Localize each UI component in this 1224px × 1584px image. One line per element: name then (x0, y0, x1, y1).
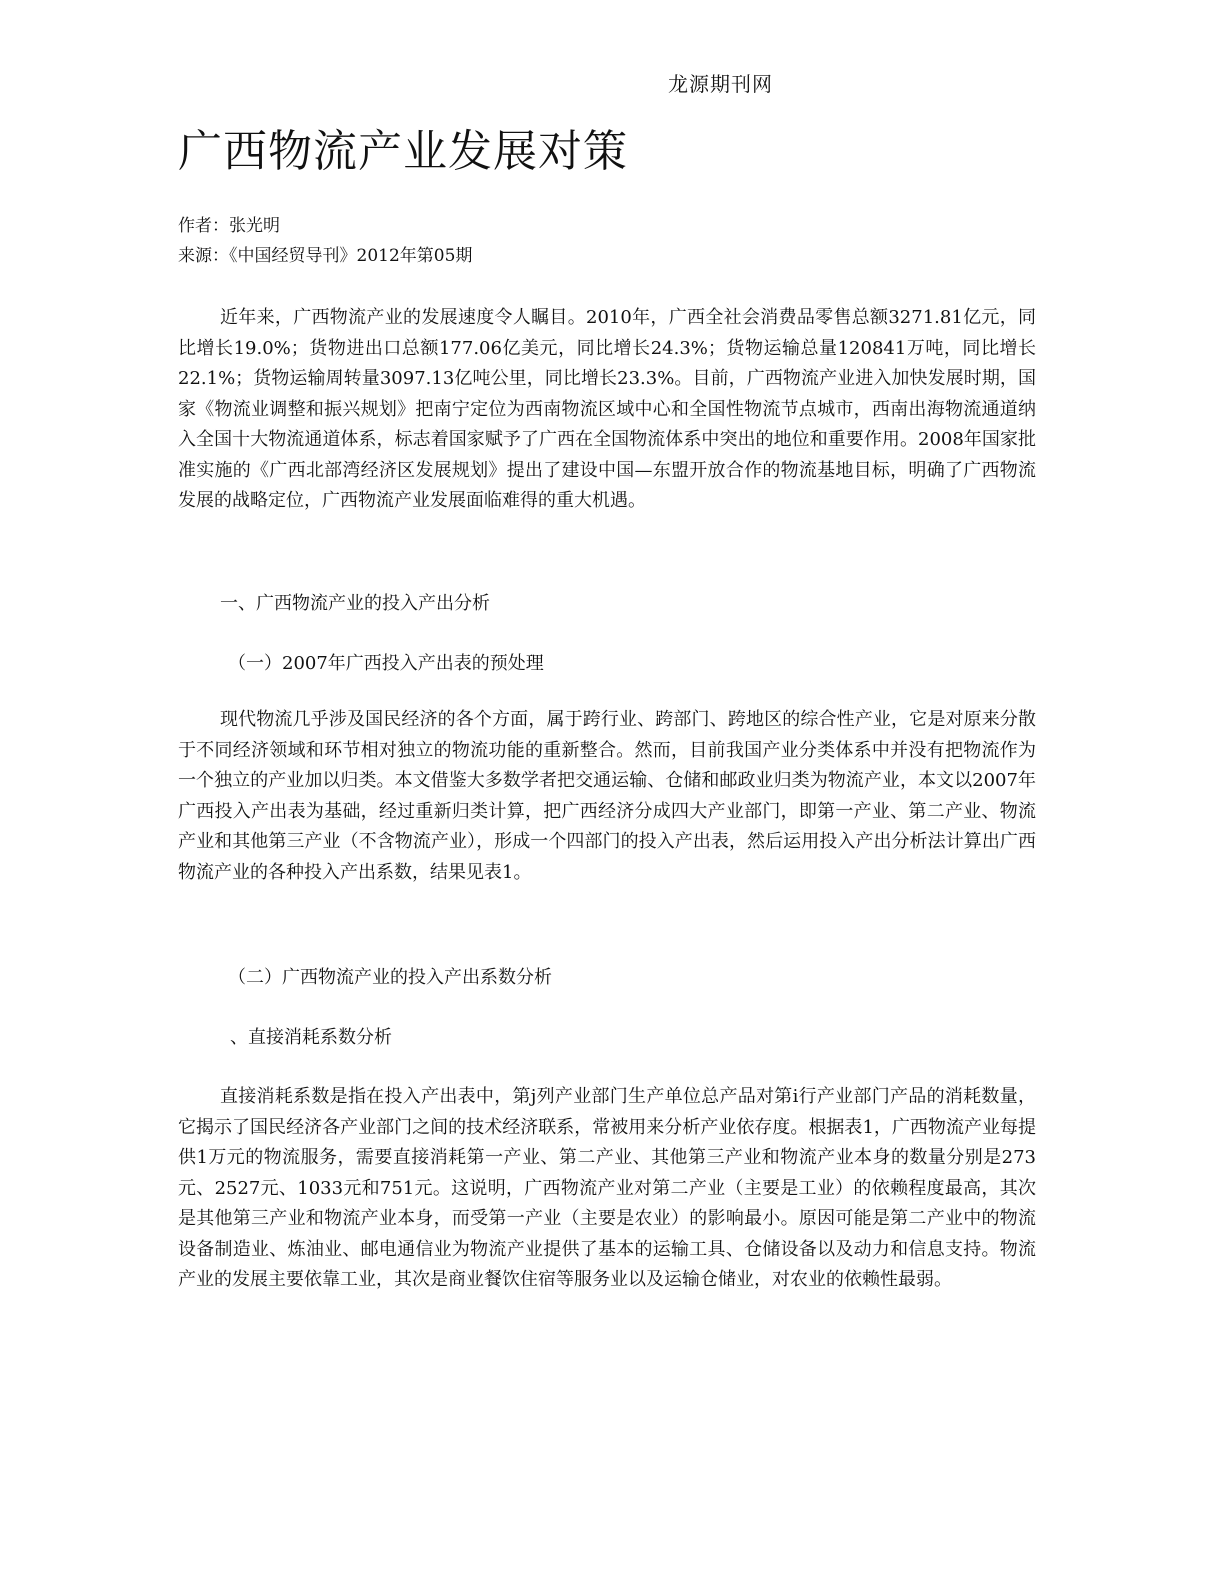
paragraph-preprocessing: 现代物流几乎涉及国民经济的各个方面，属于跨行业、跨部门、跨地区的综合性产业，它是对原来分散于不同经济领域和环节相对独立的物流功能的重新整合。然而，目前我国产业分类体系中并没有把物流作为一个独立的产业加以归类。本文借鉴大多数学者把交通运输、仓储和邮政业归类为物流产业，本文以2007年广西投入产出表为基础，经过重新归类计算，把广西经济分成四大产业部门，即第一产业、第二产业、物流产业和其他第三产业（不含物流产业），形成一个四部门的投入产出表，然后运用投入产出分析法计算出广西物流产业的各种投入产出系数，结果见表1。 (178, 709, 1036, 883)
subsection-heading-2: （二）广西物流产业的投入产出系数分析 (228, 967, 552, 988)
paragraph-intro: 近年来，广西物流产业的发展速度令人瞩目。2010年，广西全社会消费品零售总额3271.81亿元，同比增长19.0%；货物进出口总额177.06亿美元，同比增长24.3%；货物运输总量120841万吨，同比增长22.1%；货物运输周转量3097.13亿吨公里，同比增长23.3%。目前，广西物流产业进入加快发展时期，国家《物流业调整和振兴规划》把南宁定位为西南物流区域中心和全国性物流节点城市，西南出海物流通道纳入全国十大物流通道体系，标志着国家赋予了广西在全国物流体系中突出的地位和重要作用。2008年国家批准实施的《广西北部湾经济区发展规划》提出了建设中国—东盟开放合作的物流基地目标，明确了广西物流发展的战略定位，广西物流产业发展面临难得的重大机遇。 (178, 307, 1036, 511)
author-line: 作者：张光明 (178, 216, 280, 236)
paragraph-direct-consumption: 直接消耗系数是指在投入产出表中，第j列产业部门生产单位总产品对第i行产业部门产品的消耗数量，它揭示了国民经济各产业部门之间的技术经济联系，常被用来分析产业依存度。根据表1，广西物流产业每提供1万元的物流服务，需要直接消耗第一产业、第二产业、其他第三产业和物流产业本身的数量分别是273元、2527元、1033元和751元。这说明，广西物流产业对第二产业（主要是工业）的依赖程度最高，其次是其他第三产业和物流产业本身，而受第一产业（主要是农业）的影响最小。原因可能是第二产业中的物流设备制造业、炼油业、邮电通信业为物流产业提供了基本的运输工具、仓储设备以及动力和信息支持。物流产业的发展主要依靠工业，其次是商业餐饮住宿等服务业以及运输仓储业，对农业的依赖性最弱。 (178, 1086, 1036, 1290)
site-name-header: 龙源期刊网 (668, 72, 773, 96)
subsubsection-heading: 、直接消耗系数分析 (230, 1027, 392, 1048)
source-line: 来源：《中国经贸导刊》2012年第05期 (178, 246, 473, 266)
section-heading-1: 一、广西物流产业的投入产出分析 (220, 593, 490, 614)
subsection-heading-1: （一）2007年广西投入产出表的预处理 (228, 653, 544, 674)
article-title: 广西物流产业发展对策 (178, 126, 628, 177)
